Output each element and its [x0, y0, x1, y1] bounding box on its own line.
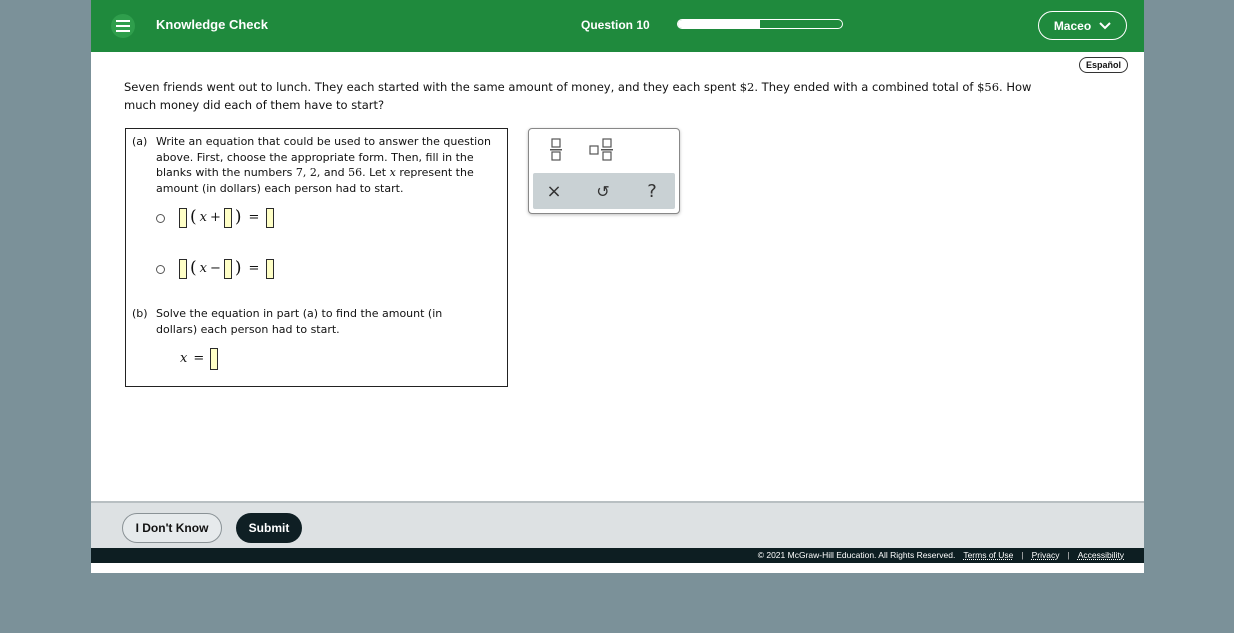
toolbar-actions	[533, 173, 675, 209]
copyright-inner	[758, 550, 1124, 560]
equation-variable: x	[199, 261, 207, 277]
part-a-variable: x	[389, 166, 396, 179]
chevron-down-icon	[1099, 22, 1111, 30]
part-a-text-and: and	[320, 166, 349, 179]
app-frame	[91, 0, 1144, 573]
part-a-text-2: . Let	[362, 166, 390, 179]
part-b-text: Solve the equation in part (a) to find the amount (in dollars) each person had to start.	[156, 307, 443, 336]
copyright-text: © 2021 McGraw-Hill Education. All Rights Reserved.	[757, 550, 956, 560]
accessibility-link[interactable]: Accessibility	[1077, 550, 1124, 560]
equation-operator: +	[209, 210, 221, 226]
answer-variable: x	[180, 351, 188, 367]
progress-bar	[677, 19, 843, 29]
problem-text: . They ended with a combined total of	[754, 80, 978, 94]
paren-close: )	[234, 207, 242, 228]
answer-blank[interactable]	[179, 208, 187, 228]
equals-sign: =	[248, 261, 260, 277]
radio-option-1[interactable]	[156, 214, 165, 223]
page-title: Knowledge Check	[156, 17, 268, 32]
user-menu-button[interactable]	[1038, 11, 1127, 40]
answer-blank[interactable]	[224, 259, 232, 279]
answer-blank[interactable]	[179, 259, 187, 279]
part-a-tag: (a)	[132, 135, 148, 148]
privacy-link[interactable]: Privacy	[1031, 550, 1060, 560]
equation-operator: −	[209, 261, 221, 277]
equals-sign: =	[193, 351, 205, 367]
user-name: Maceo	[1053, 18, 1092, 33]
action-bar	[91, 501, 1144, 548]
problem-statement	[124, 78, 1054, 114]
toolbar-top	[529, 129, 679, 171]
answer-blank[interactable]	[224, 208, 232, 228]
problem-total: $56	[977, 80, 1000, 94]
terms-link[interactable]: Terms of Use	[963, 550, 1014, 560]
submit-button[interactable]: Submit	[236, 513, 302, 543]
part-a-text	[156, 134, 506, 196]
language-button[interactable]: Español	[1079, 57, 1128, 73]
undo-icon[interactable]: ↺	[596, 181, 610, 201]
copyright-bar	[91, 548, 1144, 563]
equation-variable: x	[199, 210, 207, 226]
i-dont-know-button[interactable]: I Don't Know	[122, 513, 222, 543]
problem-text: Seven friends went out to lunch. They each started with the same amount of money, and they each spent	[124, 80, 740, 94]
equation-form-plus	[179, 208, 274, 228]
question-label: Question 10	[581, 18, 650, 32]
help-icon[interactable]: ?	[647, 180, 657, 202]
radio-option-2[interactable]	[156, 265, 165, 274]
answer-row	[180, 348, 218, 370]
mixed-number-icon[interactable]	[585, 137, 619, 163]
equation-option-2[interactable]	[156, 259, 274, 279]
separator: |	[1021, 550, 1024, 560]
part-a-numbers: 7, 2,	[295, 166, 321, 179]
part-a-number-last: 56	[348, 166, 363, 179]
fraction-icon[interactable]	[541, 137, 571, 163]
part-a-text-1: Write an equation that could be used to answer the question above. First, choose the appropriate form. Then, fill in the blanks with the numbers	[156, 135, 491, 179]
header-bar	[91, 0, 1144, 52]
problem-text: . How much money did each of them have to start?	[124, 80, 1032, 112]
paren-open: (	[190, 207, 197, 228]
progress-fill	[678, 20, 760, 28]
paren-open: (	[190, 258, 197, 279]
answer-blank[interactable]	[266, 259, 274, 279]
menu-icon[interactable]	[111, 14, 135, 38]
part-b-tag: (b)	[132, 307, 148, 320]
math-toolbar	[528, 128, 680, 214]
equation-form-minus	[179, 259, 274, 279]
paren-close: )	[234, 258, 242, 279]
problem-amount: $2	[739, 80, 755, 94]
question-box	[125, 128, 508, 387]
part-a-text-3: represent the amount (in dollars) each person had to start.	[156, 166, 474, 195]
answer-blank[interactable]	[266, 208, 274, 228]
separator: |	[1067, 550, 1070, 560]
answer-blank-final[interactable]	[210, 348, 218, 370]
equation-option-1[interactable]	[156, 208, 274, 228]
equals-sign: =	[248, 210, 260, 226]
clear-icon[interactable]: ×	[546, 180, 562, 202]
